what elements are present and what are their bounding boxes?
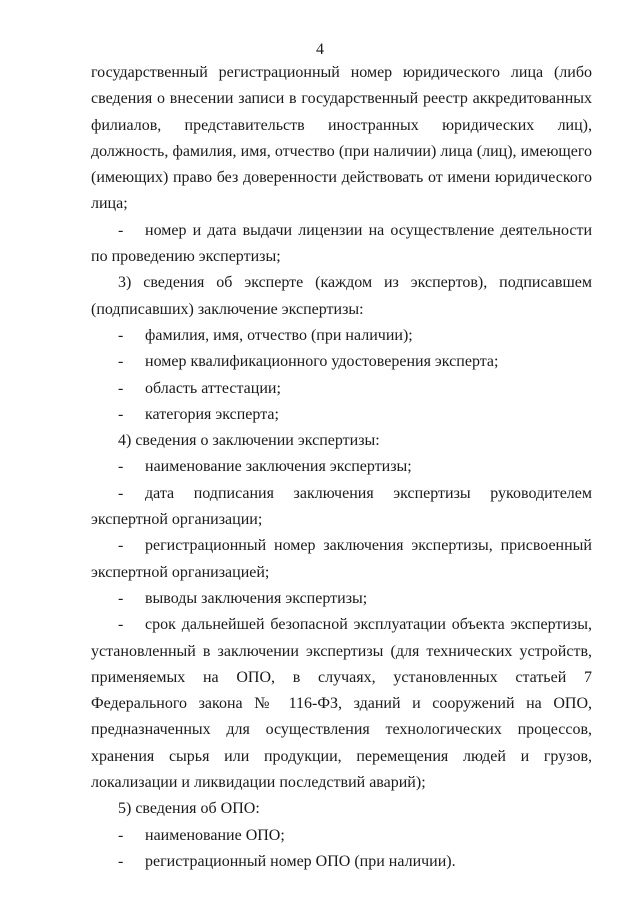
section-3-heading: 3) сведения об эксперте (каждом из экспертов), подписавшем (подписавших) заключение экспертизы: (91, 274, 592, 318)
section-5-heading: 5) сведения об ОПО: (118, 800, 260, 818)
list-item-conclusion-name (91, 454, 592, 480)
document-body (91, 60, 592, 875)
list-item-name (91, 323, 592, 349)
dash-marker: - (118, 826, 124, 844)
list-item-text: регистрационный номер ОПО (при наличии). (145, 852, 456, 870)
dash-marker: - (118, 589, 124, 607)
list-item-text: дата подписания заключения экспертизы руководителем экспертной организации; (91, 484, 592, 529)
list-item-signing-date (91, 481, 592, 534)
dash-marker: - (118, 616, 124, 634)
dash-marker: - (118, 326, 124, 344)
list-item-license (91, 218, 592, 271)
dash-marker: - (118, 379, 124, 397)
dash-marker: - (118, 221, 124, 239)
list-item-category (91, 402, 592, 428)
list-item-conclusions (91, 586, 592, 612)
dash-marker: - (118, 353, 124, 371)
list-item-text: регистрационный номер заключения экспертизы, присвоенный экспертной организацией; (91, 537, 592, 581)
dash-marker: - (118, 458, 124, 476)
list-item-attestation (91, 376, 592, 402)
dash-marker: - (118, 405, 124, 423)
dash-marker: - (118, 537, 124, 555)
list-item-text: область аттестации; (145, 379, 281, 397)
list-item-text: наименование ОПО; (145, 826, 285, 844)
list-item-text: выводы заключения экспертизы; (145, 589, 368, 607)
list-item-text: категория эксперта; (145, 405, 279, 423)
list-item-text: номер квалификационного удостоверения эксперта; (145, 353, 499, 371)
list-item-opo-name (91, 823, 592, 849)
list-item-text: срок дальнейшей безопасной эксплуатации объекта экспертизы, установленный в заключении экспертизы (для технических устройств, применяемых на ОПО, в случаях, установленных статьей 7 Федерального закона № 116-ФЗ, зданий и сооружений на ОПО, предназначенных для осуществления технологических процессов, хранения сырья или продукции, перемещения людей и грузов, локализации и ликвидации последствий аварий); (91, 616, 592, 792)
dash-marker: - (118, 484, 124, 502)
list-item-registration-number (91, 533, 592, 586)
list-item-text: номер и дата выдачи лицензии на осуществление деятельности по проведению экспертизы; (91, 221, 592, 266)
section-4-heading: 4) сведения о заключении экспертизы: (118, 432, 380, 450)
dash-marker: - (118, 852, 124, 870)
list-item-opo-registration (91, 849, 592, 875)
list-item-text: фамилия, имя, отчество (при наличии); (145, 326, 413, 344)
page-number: 4 (316, 41, 324, 58)
list-item-certificate (91, 349, 592, 375)
paragraph-legal-entity-info: государственный регистрационный номер юридического лица (либо сведения о внесении записи в государственный реестр аккредитованных филиалов, представительств иностранных юридических лиц), должность, фамилия, имя, отчество (при наличии) лица (лиц), имеющего (имеющих) право без доверенности действовать от имени юридического лица; (91, 64, 592, 213)
list-item-operation-term (91, 612, 592, 796)
list-item-text: наименование заключения экспертизы; (145, 458, 412, 476)
